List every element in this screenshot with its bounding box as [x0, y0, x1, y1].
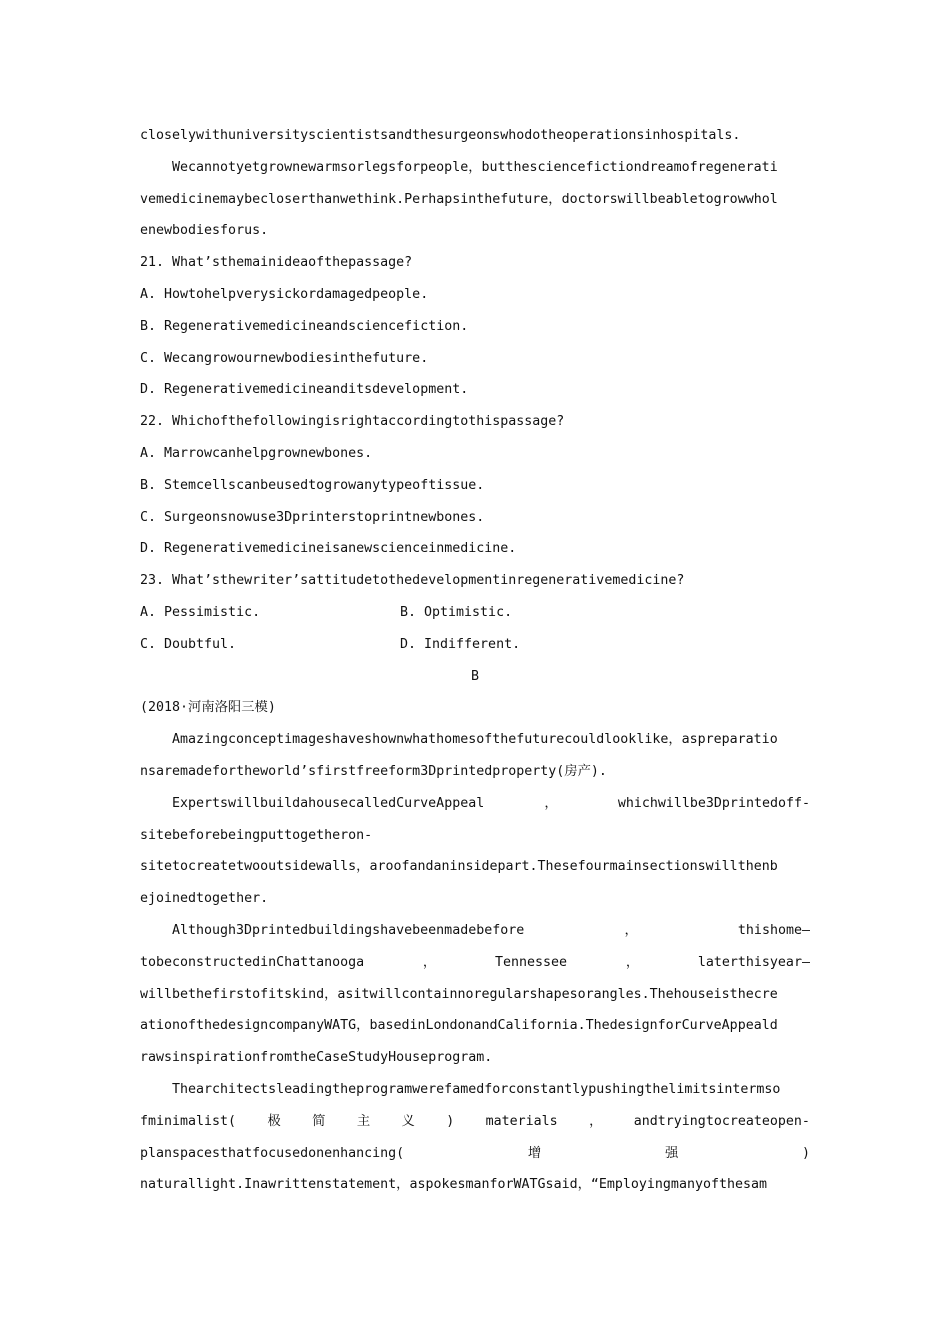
text-run: laterthisyear—: [697, 954, 810, 970]
passage-line: rawsinspirationfromtheCaseStudyHouseprogram.: [140, 1050, 493, 1066]
text-run: thishome—: [737, 922, 810, 938]
passage-line: sitebeforebeingputtogetheron-: [140, 827, 373, 843]
passage-line: enewbodiesforus.: [140, 223, 269, 239]
text-run: 强: [664, 1145, 679, 1161]
text-run: ExpertswillbuildahousecalledCurveAppeal: [172, 795, 485, 811]
text-run: ，: [624, 922, 638, 938]
passage-line: closelywithuniversityscientistsandthesurgeonswhodotheoperationsinhospitals.: [140, 128, 741, 143]
passage-line: [140, 1106, 810, 1138]
text-run: 简: [312, 1113, 326, 1129]
passage-line: sitetocreatetwooutsidewalls，aroofandaninsidepart.Thesefourmainsectionswillthenb: [140, 859, 778, 875]
text-run: andtryingtocreateopen-: [633, 1113, 810, 1129]
answer-option: D. Indifferent.: [400, 636, 521, 652]
answer-option: A. Marrowcanhelpgrownewbones.: [140, 445, 373, 461]
passage-line: [140, 788, 810, 820]
text-run: Although3Dprintedbuildingshavebeenmadebefore: [172, 922, 525, 938]
passage-line: willbethefirstofitskind，asitwillcontainnoregularshapesorangles.Thehouseisthecre: [140, 986, 778, 1002]
passage-line: [140, 947, 810, 979]
passage-line: Wecannotyetgrownewarmsorlegsforpeople，butthesciencefictiondreamofregenerati: [172, 159, 778, 175]
text-run: ，: [422, 954, 437, 970]
text-run: ): [446, 1113, 455, 1129]
answer-option: C. Surgeonsnowuse3Dprinterstoprintnewbones.: [140, 509, 485, 525]
text-run: tobeconstructedinChattanooga: [140, 954, 365, 970]
document-page: [140, 120, 810, 1201]
passage-line: nsaremadefortheworld’sfirstfreeform3Dprintedproperty(房产).: [140, 763, 607, 779]
answer-options-row: [140, 629, 810, 661]
text-run: Tennessee: [494, 954, 568, 970]
text-run: whichwillbe3Dprintedoff-: [617, 795, 810, 811]
text-run: 增: [527, 1145, 542, 1161]
text-run: ，: [625, 954, 640, 970]
text-run: 极: [267, 1113, 281, 1129]
text-run: ，: [589, 1113, 603, 1129]
section-heading: B: [470, 668, 479, 684]
text-run: ，: [544, 795, 558, 811]
answer-option: C. Wecangrowournewbodiesinthefuture.: [140, 350, 429, 366]
passage-line: ejoinedtogether.: [140, 891, 269, 907]
text-run: materials: [485, 1113, 558, 1129]
passage-line: [140, 915, 810, 947]
text-run: 义: [401, 1113, 415, 1129]
passage-line: [140, 1138, 810, 1170]
source-note: (2018·河南洛阳三模): [140, 700, 276, 716]
answer-option: C. Doubtful.: [140, 636, 237, 652]
text-run: fminimalist(: [140, 1113, 237, 1129]
question-stem: 23. What’sthewriter’sattitudetothedevelopmentinregenerativemedicine?: [140, 573, 685, 589]
passage-line: ationofthedesigncompanyWATG，basedinLondonandCalifornia.ThedesignforCurveAppeald: [140, 1018, 778, 1034]
question-stem: 21. What’sthemainideaofthepassage?: [140, 255, 413, 271]
question-stem: 22. Whichofthefollowingisrightaccordingtothispassage?: [140, 414, 565, 430]
answer-option: B. Regenerativemedicineandsciencefiction.: [140, 318, 469, 334]
text-run: 主: [356, 1113, 371, 1129]
passage-line: vemedicinemaybecloserthanwethink.Perhapsinthefuture，doctorswillbeabletogrowwhol: [140, 191, 778, 207]
passage-line: naturallight.Inawrittenstatement，aspokesmanforWATGsaid，“Employingmanyofthesam: [140, 1177, 767, 1193]
passage-line: Amazingconceptimageshaveshownwhathomesofthefuturecouldlooklike，aspreparatio: [172, 732, 778, 748]
text-run: ): [801, 1145, 810, 1161]
answer-options-row: [140, 597, 810, 629]
passage-line: Thearchitectsleadingtheprogramwerefamedforconstantlypushingthelimitsintermso: [172, 1081, 781, 1097]
answer-option: A. Pessimistic.: [140, 604, 261, 620]
answer-option: B. Stemcellscanbeusedtogrowanytypeoftissue.: [140, 477, 485, 493]
answer-option: A. Howtohelpverysickordamagedpeople.: [140, 286, 429, 302]
text-run: planspacesthatfocusedonenhancing(: [140, 1145, 405, 1161]
answer-option: D. Regenerativemedicineisanewscienceinmedicine.: [140, 541, 517, 557]
answer-option: D. Regenerativemedicineanditsdevelopment.: [140, 382, 469, 398]
answer-option: B. Optimistic.: [400, 604, 513, 620]
